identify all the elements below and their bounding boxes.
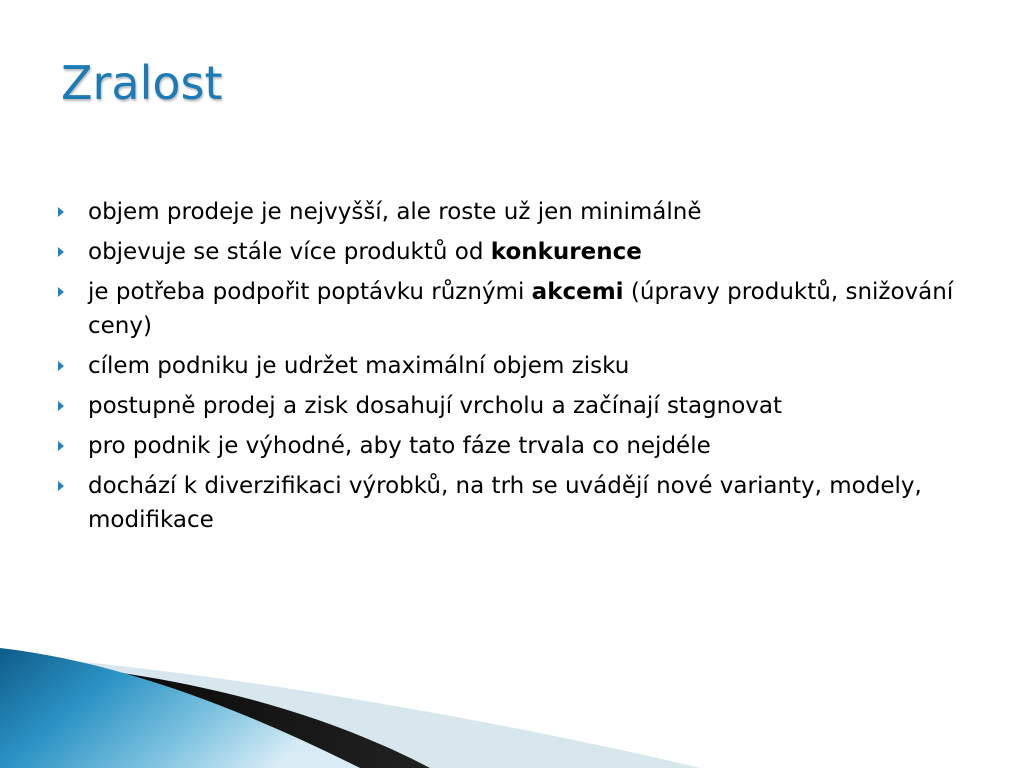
bullet-arrow-icon xyxy=(58,287,64,297)
bullet-item xyxy=(58,349,958,383)
bullet-text xyxy=(88,239,642,265)
bullet-item xyxy=(58,275,958,343)
bullet-arrow-icon xyxy=(58,441,64,451)
bullet-item xyxy=(58,195,958,229)
bullet-text xyxy=(88,199,702,225)
bullet-item xyxy=(58,429,958,463)
bullet-segment: je potřeba podpořit poptávku různými xyxy=(88,279,532,305)
bullet-segment: objem prodeje je nejvyšší, ale roste už jen minimálně xyxy=(88,199,702,225)
bullet-segment: (úpravy produktů, snižování ceny) xyxy=(88,279,954,339)
bullet-item xyxy=(58,389,958,423)
bullet-segment: postupně prodej a zisk dosahují vrcholu a začínají stagnovat xyxy=(88,393,783,419)
bullet-arrow-icon xyxy=(58,361,64,371)
bullet-emphasis: akcemi xyxy=(531,279,624,305)
bullet-text xyxy=(88,279,953,339)
bullet-text xyxy=(88,353,629,379)
bullet-arrow-icon xyxy=(58,207,64,217)
bullet-segment: dochází k diverzifikaci výrobků, na trh se uvádějí nové varianty, modely, modifikace xyxy=(88,473,922,533)
bullet-text xyxy=(88,433,711,459)
bullet-text xyxy=(88,393,782,419)
bullet-segment: objevuje se stále více produktů od xyxy=(88,239,491,265)
bullet-arrow-icon xyxy=(58,401,64,411)
bullet-item xyxy=(58,469,958,537)
bullet-segment: cílem podniku je udržet maximální objem zisku xyxy=(88,353,630,379)
bullet-arrow-icon xyxy=(58,247,64,257)
bullet-text xyxy=(88,473,922,533)
slide-title: Zralost xyxy=(61,56,223,110)
bullet-arrow-icon xyxy=(58,481,64,491)
bullet-segment: pro podnik je výhodné, aby tato fáze trvala co nejdéle xyxy=(88,433,711,459)
bullet-item xyxy=(58,235,958,269)
bullet-emphasis: konkurence xyxy=(490,239,642,265)
bullet-list xyxy=(58,195,958,543)
